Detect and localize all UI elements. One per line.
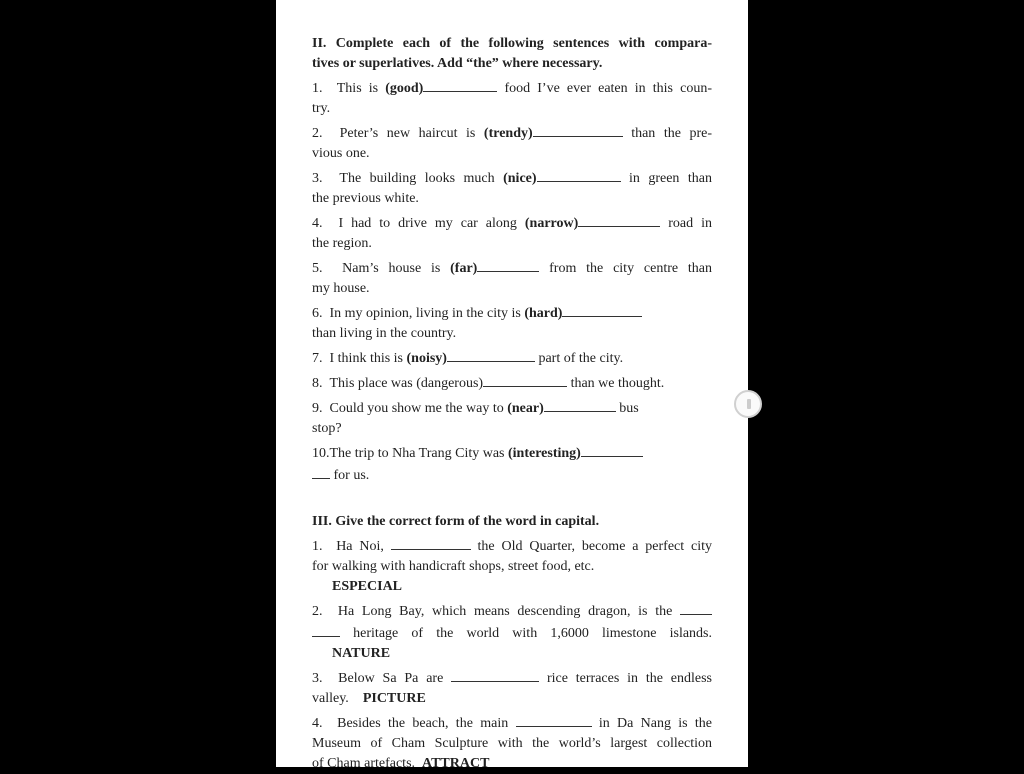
section-3-heading: III. Give the correct form of the word in capital. — [312, 514, 600, 529]
exercise-item-1: 1. This is (good) food I’ve ever eaten in this coun- try. — [312, 77, 712, 119]
answer-blank[interactable] — [423, 77, 497, 92]
section-2-heading: II. Complete each of the following sentences with compara- tives or superlatives. Add “the” where necessary. — [312, 36, 712, 71]
exercise-item-9: 9. Could you show me the way to (near) bus stop? — [312, 397, 712, 439]
answer-blank[interactable] — [544, 397, 616, 412]
exercise-item-8: 8. This place was (dangerous) than we thought. — [312, 372, 712, 394]
answer-blank[interactable] — [451, 667, 539, 682]
capital-word: PICTURE — [362, 691, 426, 706]
answer-blank[interactable] — [578, 212, 660, 227]
exercise-item-3: 3. The building looks much (nice) in green than the previous white. — [312, 167, 712, 209]
exercise-item-6: 6. In my opinion, living in the city is (hard) than living in the country. — [312, 302, 712, 344]
capital-word: NATURE — [332, 646, 391, 661]
word-form-item-3: 3. Below Sa Pa are rice terraces in the endless valley. PICTURE — [312, 667, 712, 709]
word-form-item-2: 2. Ha Long Bay, which means descending dragon, is the heritage of the world with 1,6000 limestone islands. NATURE — [312, 600, 712, 664]
answer-blank-continued[interactable] — [312, 464, 330, 479]
answer-blank[interactable] — [516, 712, 592, 727]
scroll-next-button[interactable] — [734, 390, 762, 418]
answer-blank[interactable] — [483, 372, 567, 387]
exercise-item-10: 10.The trip to Nha Trang City was (interesting) for us. — [312, 442, 712, 486]
answer-blank[interactable] — [537, 167, 621, 182]
word-form-item-4: 4. Besides the beach, the main in Da Nang is the Museum of Cham Sculpture with the world’s largest collection of Cham artefacts. ATTRACT — [312, 712, 712, 774]
answer-blank[interactable] — [581, 442, 643, 457]
answer-blank-continued[interactable] — [312, 622, 340, 637]
word-form-item-1: 1. Ha Noi, the Old Quarter, become a perfect city for walking with handicraft shops, street food, etc. ESPECIAL — [312, 535, 712, 597]
document-page — [276, 0, 748, 771]
capital-word: ESPECIAL — [332, 579, 403, 594]
exercise-item-5: 5. Nam’s house is (far) from the city centre than my house. — [312, 257, 712, 299]
answer-blank[interactable] — [447, 347, 535, 362]
answer-blank[interactable] — [680, 600, 712, 615]
exercise-item-7: 7. I think this is (noisy) part of the city. — [312, 347, 712, 369]
exercise-item-2: 2. Peter’s new haircut is (trendy) than the pre- vious one. — [312, 122, 712, 164]
capital-word: ATTRACT — [422, 756, 490, 771]
answer-blank[interactable] — [562, 302, 642, 317]
worksheet — [312, 34, 712, 774]
answer-blank[interactable] — [533, 122, 623, 137]
answer-blank[interactable] — [477, 257, 539, 272]
exercise-item-4: 4. I had to drive my car along (narrow) road in the region. — [312, 212, 712, 254]
answer-blank[interactable] — [391, 535, 471, 550]
